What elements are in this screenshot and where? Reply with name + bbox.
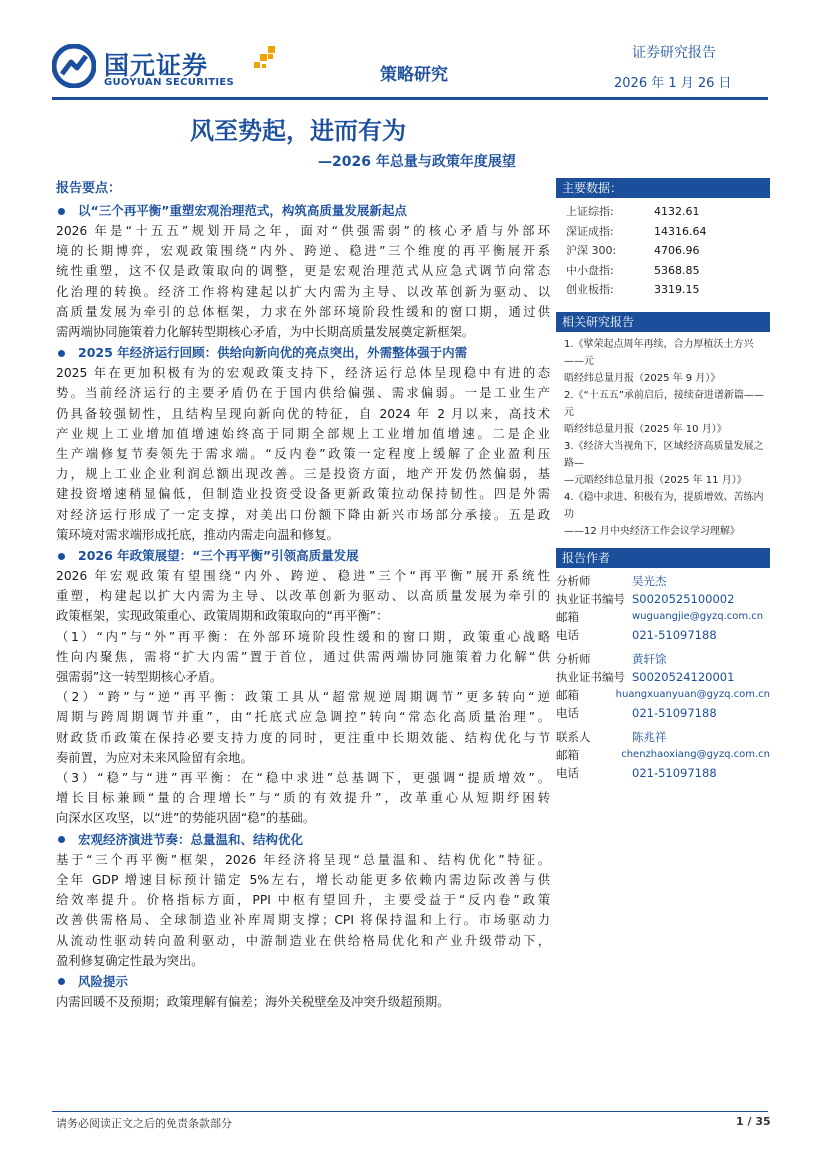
analyst-email-link[interactable]: wuguangjie@gyzq.com.cn: [632, 610, 764, 622]
analyst-card: 分析师 吴光杰 执业证书编号 S0020525100002 邮箱 wuguangjie@gyzq.com.cn 电话 021-51097188: [556, 573, 764, 642]
report-title: 风至势起，进而有为: [190, 117, 406, 145]
section-heading: 风险提示: [56, 971, 550, 992]
bullet-icon: [58, 978, 65, 985]
bullet-icon: [58, 836, 65, 843]
analyst-email-link[interactable]: huangxuanyuan@gyzq.com.cn: [615, 688, 770, 700]
related-report-link[interactable]: 1.《擘荣起点周年再续，合力厚植沃土方兴——元 晤经纬总量月报（2025 年 9 月）》: [564, 338, 754, 384]
related-reports-header: 相关研究报告: [556, 312, 770, 332]
related-report-link[interactable]: 4.《稳中求进、积极有为，提质增效、苦练内功 ——12 月中央经济工作会议学习理解》: [564, 491, 764, 537]
page-number: 1 / 35: [736, 1115, 771, 1128]
section-paragraph: 2026 年宏观政策有望围绕“内外、跨逆、稳进”三个“再平衡”展开系统性 重塑，构建起以扩大内需为主导、以改革创新为驱动、以高质量发展为牵引的 政策框架，实现政策重心、政策周期和政策取向的“再平衡”： （1）“内”与“外”再平衡：在外部环境阶段性缓和的窗口期，政策重心战略 性向内聚焦，需将“扩大内需”置于首位，通过供需两端协同施策着力化解“供 强需弱”这一转型期核心矛盾。 （2）“跨”与“逆”再平衡：政策工具从“超常规逆周期调节”更多转向“逆 周期与跨周期调节并重”，由“托底式应急调控”转向“常态化高质量治理”。 财政货币政策在保持必要支持力度的同时，更注重中长期效能、结构优化与节 奏前置，为应对未来风险留有余地。 （3）“稳”与“进”再平衡：在“稳中求进”总基调下，更强调“提质增效”。 增长目标兼顾“量的合理增长”与“质的有效提升”，改革重心从短期纾困转 向深水区攻坚，以“进”的势能巩固“稳”的基础。: [56, 569, 550, 826]
contact-email-link[interactable]: chenzhaoxiang@gyzq.com.cn: [621, 748, 770, 760]
header-divider: [52, 97, 768, 100]
report-subtitle: —2026 年总量与政策年度展望: [318, 154, 516, 170]
section-heading: 宏观经济演进节奏：总量温和、结构优化: [56, 829, 550, 850]
footer-disclaimer: 请务必阅读正文之后的免责条款部分: [56, 1117, 232, 1130]
main-data-header: 主要数据：: [556, 178, 770, 198]
company-name-cn: 国元证券: [104, 51, 209, 80]
contact-card: 联系人 陈兆祥 邮箱 chenzhaoxiang@gyzq.com.cn 电话 021-51097188: [556, 729, 770, 780]
company-name-en: GUOYUAN SECURITIES: [104, 77, 235, 88]
data-row: 深证成指: 14316.64: [566, 224, 707, 238]
data-row: 上证综指: 4132.61: [566, 205, 700, 218]
section-heading: 2026 年政策展望：“三个再平衡”引领高质量发展: [56, 545, 550, 566]
related-report-link[interactable]: 3.《经济大当视角下，区域经济高质量发展之路— —元晤经纬总量月报（2025 年 11 月）》: [564, 440, 764, 486]
section-paragraph: 2026 年是“十五五”规划开局之年，面对“供强需弱”的核心矛盾与外部环 境的长期博弈，宏观政策围绕“内外、跨逆、稳进”三个维度的再平衡展开系 统性重塑，这不仅是政策取向的调整，更是宏观治理范式从应急式调节向常态 化治理的转换。经济工作将构建起以扩大内需为主导、以改革创新为驱动、以 高质量发展为牵引的总体框架，力求在外部环境阶段性缓和的窗口期，通过供 需两端协同施策着力化解转型期核心矛盾，为中长期高质量发展奠定新框架。: [56, 224, 550, 340]
summary-label: 报告要点：: [56, 181, 122, 196]
related-report-link[interactable]: 2.《“十五五”承前启后，接续奋进谱新篇——元 晤经纬总量月报（2025 年 10 月）》: [564, 389, 764, 435]
guoyuan-logo-icon: [52, 44, 96, 88]
analyst-name: 黄轩馀: [632, 651, 667, 666]
sidebar: [556, 178, 770, 788]
analyst-card: 分析师 黄轩馀 执业证书编号 S0020524120001 邮箱 huangxuanyuan@gyzq.com.cn 电话 021-51097188: [556, 651, 770, 720]
bullet-icon: [58, 350, 65, 357]
section-paragraph: 内需回暖不及预期；政策理解有偏差；海外关税壁垒及冲突升级超预期。: [56, 994, 450, 1009]
bullet-icon: [58, 208, 65, 215]
report-category: 策略研究: [380, 65, 448, 85]
summary-column: [56, 178, 550, 1012]
section-heading: 以“三个再平衡”重塑宏观治理范式，构筑高质量发展新起点: [56, 200, 550, 221]
report-type: 证券研究报告: [632, 45, 716, 61]
contact-name: 陈兆祥: [632, 729, 667, 744]
authors-header: 报告作者: [556, 548, 770, 568]
section-paragraph: 基于“三个再平衡”框架，2026 年经济将呈现“总量温和、结构优化”特征。 全年 GDP 增速目标预计锚定 5%左右，增长动能更多依赖内需边际改善与供 给效率提升。价格指标方面，PPI 中枢有望回升，主要受益于“反内卷”政策 改善供需格局、全球制造业补库周期支撑；CPI 将保持温和上行。市场驱动力 从流动性驱动转向盈利驱动，中游制造业在供给格局优化和产业升级带动下， 盈利修复确定性最为突出。: [56, 852, 550, 968]
data-row: 创业板指: 3319.15: [566, 283, 700, 296]
section-heading: 2025 年经济运行回顾：供给向新向优的亮点突出，外需整体强于内需: [56, 342, 550, 363]
section-paragraph: 2025 年在更加积极有为的宏观政策支持下，经济运行总体呈现稳中有进的态 势。当前经济运行的主要矛盾仍在于国内供给偏强、需求偏弱。一是工业生产 仍具备较强韧性，且结构呈现向新向优的特征，自 2024 年 2 月以来，高技术 产业规上工业增加值增速始终高于同期全部规上工业增加值增速。二是企业 生产端修复节奏领先于需求端。“反内卷”政策一定程度上缓解了企业盈利压 力，规上工业企业利润总额出现改善。三是投资方面，地产开发仍然偏弱，基 建投资增速稍显偏低，但制造业投资受设备更新政策拉动保持韧性。四是外需 对经济运行形成了一定支撑，对美出口份额下降由新兴市场部分承接。五是政 策环境对需求端形成托底，推动内需走向温和修复。: [56, 366, 550, 542]
data-row: 中小盘指: 5368.85: [566, 263, 700, 277]
report-date: 2026 年 1 月 26 日: [614, 76, 732, 91]
footer-divider: [52, 1111, 768, 1112]
bullet-icon: [58, 553, 65, 560]
data-row: 沪深 300: 4706.96: [566, 244, 700, 257]
analyst-name: 吴光杰: [632, 573, 667, 588]
logo-dots-icon: [250, 44, 282, 74]
